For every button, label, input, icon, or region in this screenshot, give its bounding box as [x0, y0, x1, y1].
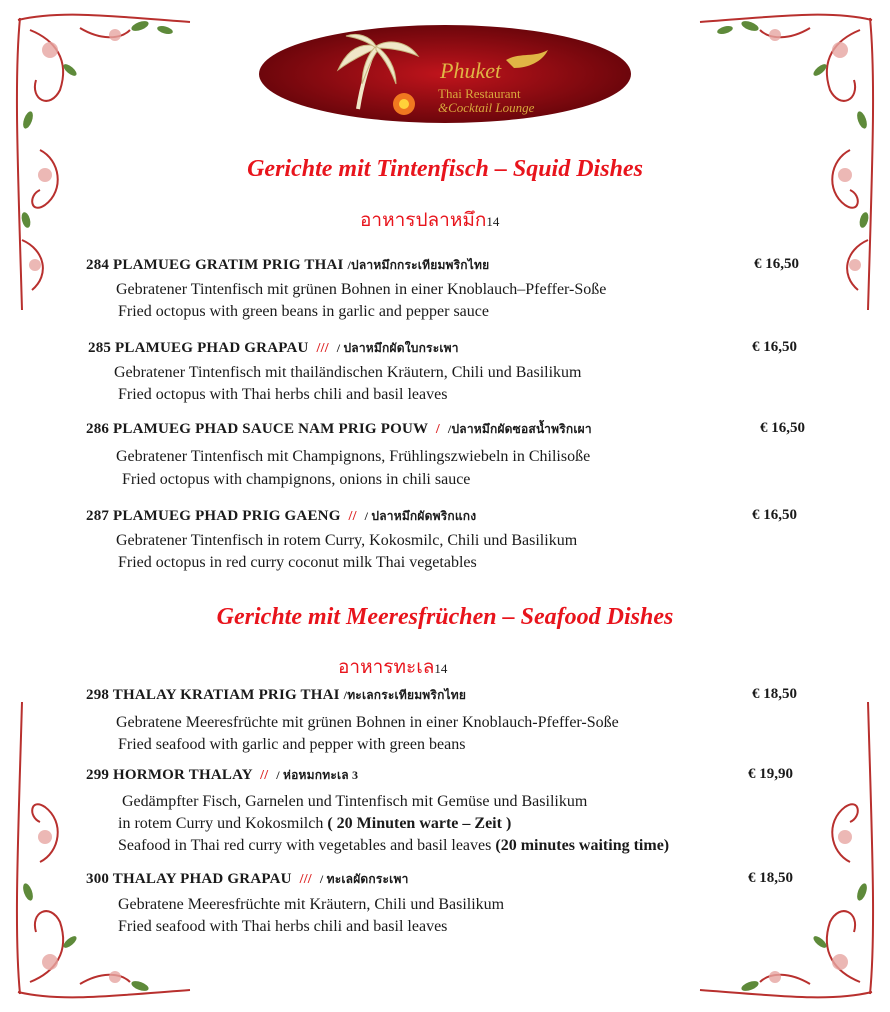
- logo-name: Phuket: [440, 58, 502, 83]
- dish-description-en: Fried seafood with garlic and pepper with green beans: [118, 736, 466, 753]
- dish-description-de: Gebratener Tintenfisch mit grünen Bohnen in einer Knoblauch–Pfeffer-Soße: [116, 281, 607, 298]
- logo-subtitle-2: &Cocktail Lounge: [438, 100, 535, 115]
- dish-description-en: Fried octopus with green beans in garlic and pepper sauce: [118, 303, 489, 320]
- dish-price: € 16,50: [752, 339, 797, 355]
- chili-icon: //: [260, 768, 269, 783]
- squid-thai-num: 14: [486, 214, 500, 229]
- dish-thai-name: / ปลาหมึกผัดพริกแกง: [364, 509, 477, 523]
- menu-item-name: [86, 507, 476, 526]
- seafood-section-title: Gerichte mit Meeresfrüchen – Seafood Dishes: [216, 604, 674, 630]
- dish-name: 286 PLAMUEG PHAD SAUCE NAM PRIG POUW: [86, 421, 428, 437]
- chili-icon: //: [348, 509, 357, 524]
- chili-icon: ///: [299, 872, 312, 887]
- dish-description-de: Gedämpfter Fisch, Garnelen und Tintenfisch mit Gemüse und Basilikum: [122, 793, 588, 810]
- dish-description-en: [118, 835, 669, 857]
- logo-subtitle-1: Thai Restaurant: [438, 86, 521, 101]
- dish-name: 298 THALAY KRATIAM PRIG THAI: [86, 687, 340, 703]
- dish-thai-name: / ปลาหมึกผัดใบกระเพา: [336, 341, 459, 355]
- dish-thai-name: /ทะเลกระเทียมพริกไทย: [343, 688, 467, 702]
- dish-description-de: Gebratene Meeresfrüchte mit grünen Bohnen in einer Knoblauch-Pfeffer-Soße: [116, 714, 619, 731]
- seafood-thai-num: 14: [434, 661, 448, 676]
- dish-description-en: Fried octopus with champignons, onions in chili sauce: [122, 471, 471, 488]
- dish-name: 300 THALAY PHAD GRAPAU: [86, 871, 292, 887]
- dish-description-en: Fried seafood with Thai herbs chili and basil leaves: [118, 918, 448, 935]
- dish-description-en: Fried octopus with Thai herbs chili and basil leaves: [118, 386, 448, 403]
- menu-item-name: [88, 339, 459, 358]
- dish-description-de: Gebratener Tintenfisch mit Champignons, Frühlingszwiebeln in Chilisoße: [116, 448, 591, 465]
- squid-thai-label: อาหารปลาหมึก: [360, 210, 487, 231]
- dish-description-de: Gebratener Tintenfisch in rotem Curry, Kokosmilc, Chili und Basilikum: [116, 532, 578, 549]
- seafood-section-thai: [338, 652, 447, 682]
- dish-thai-name: /ปลาหมึกผัดซอสน้ำพริกเผา: [447, 422, 592, 436]
- dish-price: € 19,90: [748, 766, 793, 782]
- dish-name: 287 PLAMUEG PHAD PRIG GAENG: [86, 508, 341, 524]
- dish-description-de: Gebratene Meeresfrüchte mit Kräutern, Chili und Basilikum: [118, 896, 505, 913]
- dish-description-text: Seafood in Thai red curry with vegetables and basil leaves: [118, 837, 496, 854]
- corner-ornament-bottom-right: [690, 692, 890, 1012]
- dish-price: € 18,50: [748, 870, 793, 886]
- menu-item-name: [86, 420, 592, 439]
- dish-thai-name: / ห่อหมกทะเล 3: [276, 768, 359, 782]
- dish-name: 284 PLAMUEG GRATIM PRIG THAI: [86, 257, 344, 273]
- dish-price: € 16,50: [754, 256, 799, 272]
- dish-name: 299 HORMOR THALAY: [86, 767, 253, 783]
- dish-price: € 16,50: [752, 507, 797, 523]
- dish-name: 285 PLAMUEG PHAD GRAPAU: [88, 340, 309, 356]
- menu-item-name: [86, 256, 489, 275]
- dish-description-en: Fried octopus in red curry coconut milk Thai vegetables: [118, 554, 477, 571]
- chili-icon: /: [435, 422, 440, 437]
- waiting-time-de: ( 20 Minuten warte – Zeit ): [327, 815, 512, 832]
- dish-description-text: in rotem Curry und Kokosmilch: [118, 815, 328, 832]
- squid-section-title: Gerichte mit Tintenfisch – Squid Dishes: [247, 156, 643, 182]
- dish-thai-name: /ปลาหมึกกระเทียมพริกไทย: [347, 258, 490, 272]
- menu-item-name: [86, 766, 358, 785]
- squid-section-thai: [360, 205, 499, 235]
- dish-description-de-2: [118, 813, 511, 835]
- dish-description-de: Gebratener Tintenfisch mit thailändischen Kräutern, Chili und Basilikum: [114, 364, 582, 381]
- seafood-thai-label: อาหารทะเล: [338, 657, 435, 678]
- dish-thai-name: / ทะเลผัดกระเพา: [319, 872, 409, 886]
- waiting-time-en: (20 minutes waiting time): [495, 837, 670, 854]
- chili-icon: ///: [316, 341, 329, 356]
- dish-price: € 16,50: [760, 420, 805, 436]
- dish-price: € 18,50: [752, 686, 797, 702]
- menu-item-name: [86, 870, 409, 889]
- menu-item-name: [86, 686, 466, 705]
